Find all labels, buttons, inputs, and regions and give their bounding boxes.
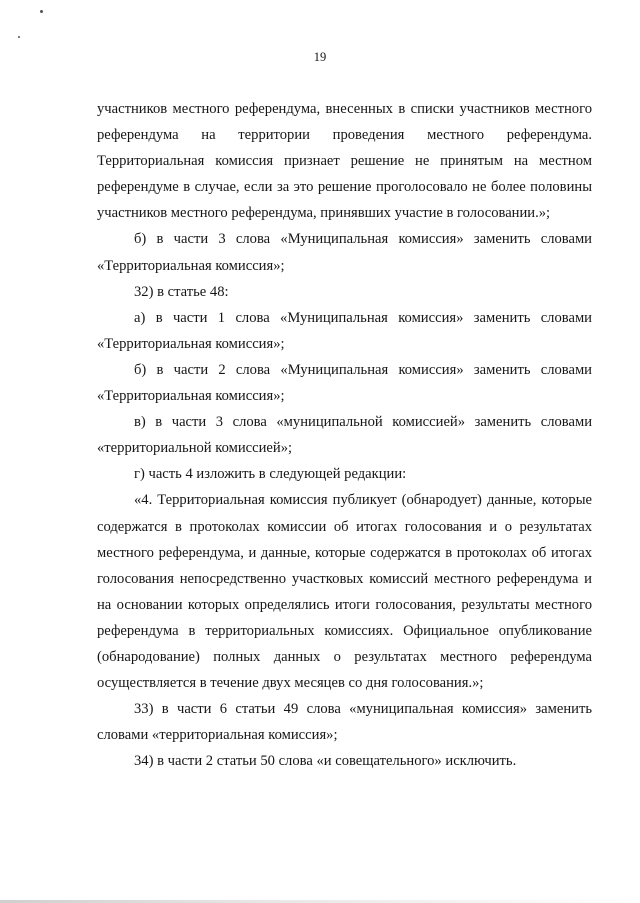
paragraph: 32) в статье 48: [134,283,229,300]
paragraph: а) в части 1 слова «Муниципальная комиссия» заменить словами «Территориальная комиссия»; [97,309,592,352]
paragraph: участников местного референдума, внесенных в списки участников местного референдума на территории проведения местного референдума. Территориальная комиссия признает решение не принятым на местном референдуме в случае, если за это решение проголосовало не более половины участников местного референдума, принявших участие в голосовании.»; [97,101,592,222]
scan-speck [40,10,43,13]
document-body [97,96,592,774]
paragraph: г) часть 4 изложить в следующей редакции: [134,466,407,483]
paragraph: «4. Территориальная комиссия публикует (обнародует) данные, которые содержатся в протоколах комиссии об итогах голосования и о результатах местного референдума, и данные, которые содержатся в протоколах об итогах голосования непосредственно участковых комиссий местного референдума и на основании которых определялись итоги голосования, результаты местного референдума в территориальных комиссиях. Официальное опубликование (обнародование) полных данных о результатах местного референдума осуществляется в течение двух месяцев со дня голосования.»; [97,492,592,692]
paragraph: 33) в части 6 статьи 49 слова «муниципальная комиссия» заменить словами «территориальная комиссия»; [97,701,592,744]
paragraph: б) в части 3 слова «Муниципальная комиссия» заменить словами «Территориальная комиссия»; [97,231,592,274]
scan-speck [18,36,20,38]
page-number: 19 [313,50,327,64]
paragraph: 34) в части 2 статьи 50 слова «и совещательного» исключить. [134,753,517,770]
paragraph: б) в части 2 слова «Муниципальная комиссия» заменить словами «Территориальная комиссия»; [97,361,592,405]
paragraph: в) в части 3 слова «муниципальной комиссией» заменить словами «территориальной комиссией»; [97,414,592,457]
